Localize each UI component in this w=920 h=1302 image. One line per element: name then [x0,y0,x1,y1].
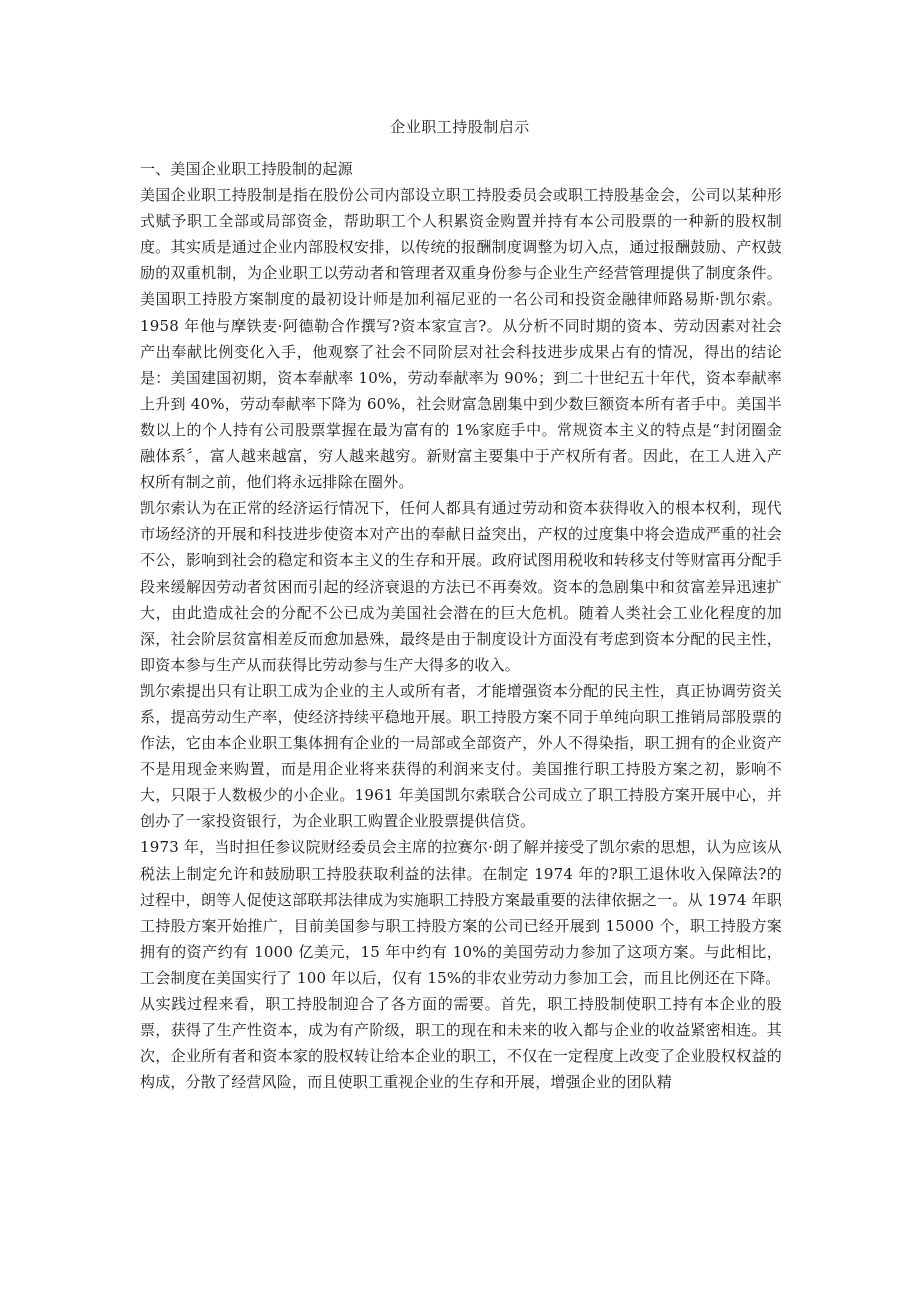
section-heading: 一、美国企业职工持股制的起源 [140,160,353,178]
paragraph: 1973 年，当时担任参议院财经委员会主席的拉赛尔·朗了解并接受了凯尔索的思想，认为应该从税法上制定允许和鼓励职工持股获取利益的法律。在制定 1974 年的?职工退休收入保障法?的过程中，朗等人促使这部联邦法律成为实施职工持股方案最重要的法律依据之一。从 1974 年职工持股方案开始推广，目前美国参与职工持股方案的公司已经开展到 15000 个，职工持股方案拥有的资产约有 1000 亿美元，15 年中约有 10%的美国劳动力参加了这项方案。与此相比，工会制度在美国实行了 100 年以后，仅有 15%的非农业劳动力参加工会，而且比例还在下降。 [140,838,782,987]
paragraph: 美国企业职工持股制是指在股份公司内部设立职工持股委员会或职工持股基金会，公司以某种形式赋予职工全部或局部资金，帮助职工个人积累资金购置并持有本公司股票的一种新的股权制度。其实质是通过企业内部股权安排，以传统的报酬制度调整为切入点，通过报酬鼓励、产权鼓励的双重机制，为企业职工以劳动者和管理者双重身份参与企业生产经营管理提供了制度条件。美国职工持股方案制度的最初设计师是加利福尼亚的一名公司和投资金融律师路易斯·凯尔索。1958 年他与摩铁麦·阿德勒合作撰写?资本家宣言?。从分析不同时期的资本、劳动因素对社会产出奉献比例变化入手，他观察了社会不同阶层对社会科技进步成果占有的情况，得出的结论是：美国建国初期，资本奉献率 10%，劳动奉献率为 90%；到二十世纪五十年代，资本奉献率上升到 40%，劳动奉献率下降为 60%，社会财富急剧集中到少数巨额资本所有者手中。美国半数以上的个人持有公司股票掌握在最为富有的 1%家庭手中。常规资本主义的特点是“封闭圈金融体系〞，富人越来越富，穷人越来越穷。新财富主要集中于产权所有者。因此，在工人进入产权所有制之前，他们将永远排除在圈外。 [140,186,782,492]
paragraph: 凯尔索认为在正常的经济运行情况下，任何人都具有通过劳动和资本获得收入的根本权利，现代市场经济的开展和科技进步使资本对产出的奉献日益突出，产权的过度集中将会造成严重的社会不公，影响到社会的稳定和资本主义的生存和开展。政府试图用税收和转移支付等财富再分配手段来缓解因劳动者贫困而引起的经济衰退的方法已不再奏效。资本的急剧集中和贫富差异迅速扩大，由此造成社会的分配不公已成为美国社会潜在的巨大危机。随着人类社会工业化程度的加深，社会阶层贫富相差反而愈加悬殊，最终是由于制度设计方面没有考虑到资本分配的民主性，即资本参与生产从而获得比劳动参与生产大得多的收入。 [140,499,782,674]
paragraph: 从实践过程来看，职工持股制迎合了各方面的需要。首先，职工持股制使职工持有本企业的股票，获得了生产性资本，成为有产阶级，职工的现在和未来的收入都与企业的收益紧密相连。其次，企业所有者和资本家的股权转让给本企业的职工，不仅在一定程度上改变了企业股权权益的构成，分散了经营风险，而且使职工重视企业的生存和开展，增强企业的团队精 [140,995,782,1092]
page-title: 企业职工持股制启示 [390,118,530,136]
paragraph: 凯尔索提出只有让职工成为企业的主人或所有者，才能增强资本分配的民主性，真正协调劳资关系，提高劳动生产率，使经济持续平稳地开展。职工持股方案不同于单纯向职工推销局部股票的作法，它由本企业职工集体拥有企业的一局部或全部资产，外人不得染指，职工拥有的企业资产不是用现金来购置，而是用企业将来获得的利润来支付。美国推行职工持股方案之初，影响不大，只限于人数极少的小企业。1961 年美国凯尔索联合公司成立了职工持股方案开展中心，并创办了一家投资银行，为企业职工购置企业股票提供信贷。 [140,681,782,831]
document-body [140,156,782,1095]
